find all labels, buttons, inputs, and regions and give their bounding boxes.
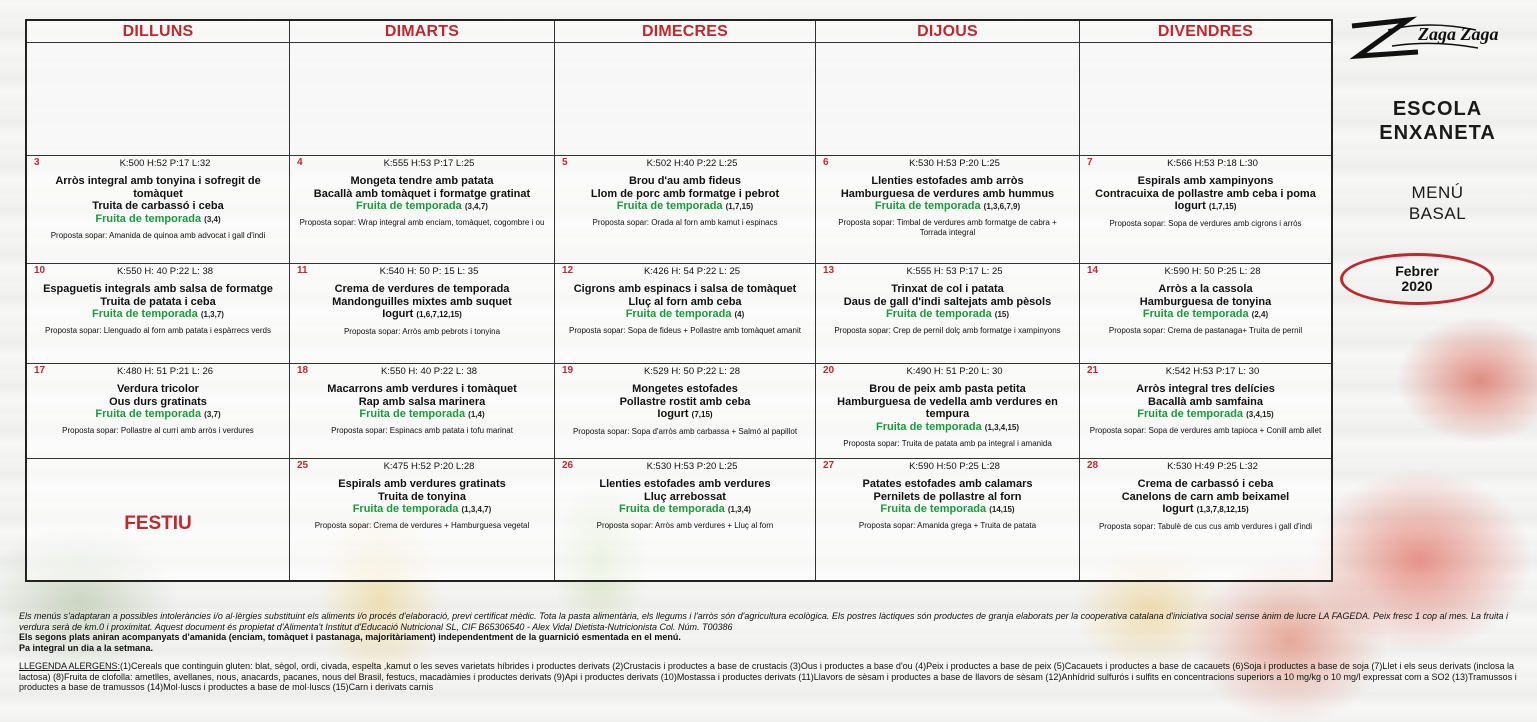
fruit-line <box>27 213 289 226</box>
dish <box>561 491 809 504</box>
dish-text: Iogurt <box>382 308 414 320</box>
day-cell <box>27 459 290 580</box>
dish-text: Espaguetis integrals amb salsa de formatge <box>43 283 273 295</box>
dish-text: Arròs a la cassola <box>1158 283 1253 295</box>
dinner-suggestion: Proposta sopar: Orada al forn amb kamut i espinacs <box>592 218 778 227</box>
dish-text: Crema de carbassó i ceba <box>1137 478 1274 490</box>
dinner-suggestion: Proposta sopar: Wrap integral amb enciam, tomàquet, cogombre i ou <box>299 218 545 227</box>
school-name-line1: ESCOLA <box>1392 98 1483 120</box>
allergen-codes: (15) <box>994 310 1010 319</box>
fruit-line <box>290 503 554 516</box>
dish-text: Canelons de carn amb beixamel <box>1121 490 1290 503</box>
dish <box>33 200 283 213</box>
allergen-codes: (1,3,6,7,9) <box>983 202 1021 211</box>
dish-text: Mandonguilles mixtes amb suquet <box>332 295 512 308</box>
fruit-text: Fruita de temporada <box>1137 408 1244 420</box>
fruit-text: Fruita de temporada <box>619 503 725 515</box>
dish-list <box>27 279 289 308</box>
fruit-line <box>555 308 815 321</box>
fruit-text: Fruita de temporada <box>885 308 992 320</box>
dish-text: Patates estofades amb calamars <box>862 478 1033 490</box>
dish-text: Daus de gall d'indi saltejats amb pèsols <box>843 295 1052 308</box>
allergen-codes: (1,3,4) <box>727 505 751 514</box>
period-year: 2020 <box>1401 278 1433 294</box>
dish-list <box>816 474 1079 503</box>
nutrition-info: K:540 H: 50 P: 15 L: 35 <box>379 266 479 277</box>
dinner-suggestion: Proposta sopar: Crema de pastanaga+ Truita de pernil <box>1108 326 1303 335</box>
zaga-zaga-logo <box>1348 16 1499 62</box>
nutrition-info: K:566 H:53 P:18 L:30 <box>1167 158 1258 169</box>
fruit-text: Fruita de temporada <box>1142 308 1249 320</box>
day-number: 17 <box>34 365 46 376</box>
allergen-codes: (3,4) <box>204 214 221 224</box>
dish-text: Bacallà amb samfaina <box>1148 395 1263 408</box>
dish <box>561 283 809 296</box>
fruit-text: Fruita de temporada <box>95 212 202 225</box>
day-cell <box>1080 264 1331 364</box>
fruit-text: Fruita de temporada <box>616 200 723 212</box>
day-header-tuesday: DIMARTS <box>290 21 555 43</box>
empty-cell <box>1080 43 1331 156</box>
day-number: 20 <box>823 365 835 376</box>
day-number: 13 <box>823 265 835 276</box>
fruit-line <box>816 503 1079 516</box>
dinner-suggestion: Proposta sopar: Amanida de quinoa amb advocat i gall d'indi <box>50 230 266 240</box>
footer-bread-note: Pa integral un dia a la setmana. <box>19 642 154 653</box>
fruit-text: Fruita de temporada <box>95 408 202 420</box>
day-number: 6 <box>823 157 829 168</box>
dish-text: Truita de patata i ceba <box>100 295 216 308</box>
dish-list <box>555 379 815 422</box>
dinner-suggestion: Proposta sopar: Crep de pernil dolç amb formatge i xampinyons <box>834 326 1061 335</box>
dish-text: Hamburguesa de verdures amb hummus <box>840 187 1055 200</box>
day-number: 4 <box>297 157 303 168</box>
dish-list <box>816 279 1079 308</box>
dish-text: Iogurt <box>657 408 689 420</box>
day-cell <box>1080 156 1331 264</box>
fruit-line <box>27 408 289 421</box>
school-name <box>1345 97 1530 145</box>
fruit-line <box>1080 308 1331 321</box>
dish <box>822 283 1073 296</box>
menu-type-line1: MENÚ <box>1411 183 1464 202</box>
dish-list <box>816 379 1079 421</box>
dish <box>296 283 548 296</box>
period-badge <box>1340 253 1494 305</box>
day-cell <box>290 264 555 364</box>
empty-cell <box>816 43 1080 156</box>
day-cell <box>555 459 816 580</box>
dish <box>561 408 809 422</box>
fruit-line <box>290 408 554 421</box>
day-number: 21 <box>1087 365 1099 376</box>
dish-text: Espirals amb xampinyons <box>1137 175 1274 187</box>
dish-list <box>555 171 815 200</box>
allergen-codes: (4) <box>734 310 745 319</box>
dish <box>822 396 1073 421</box>
dish <box>822 175 1073 188</box>
dish-text: Bacallà amb tomàquet i formatge gratinat <box>313 187 531 200</box>
dish-text: Hamburguesa de tonyina <box>1139 295 1272 308</box>
fruit-line <box>555 200 815 213</box>
nutrition-info: K:550 H: 40 P:22 L: 38 <box>380 366 478 377</box>
dish-text: Trinxat de col i patata <box>891 283 1004 295</box>
dish-text: Verdura tricolor <box>117 383 199 395</box>
fruit-text: Fruita de temporada <box>92 308 198 320</box>
fruit-line <box>27 308 289 321</box>
empty-cell <box>555 43 816 156</box>
dish <box>561 396 809 409</box>
logo-text: Zaga Zaga <box>1418 24 1499 44</box>
day-cell <box>1080 459 1331 580</box>
dish <box>33 283 283 296</box>
dish-text: Truita de carbassó i ceba <box>92 200 224 212</box>
day-cell <box>816 364 1080 459</box>
dish-text: Cigrons amb espinacs i salsa de tomàquet <box>573 283 797 295</box>
dish <box>296 308 548 322</box>
dish-text: Mongetes estofades <box>632 383 738 395</box>
menu-grid <box>25 19 1333 582</box>
dish <box>296 491 548 504</box>
allergen-codes: (1,7,15) <box>725 202 754 211</box>
dinner-suggestion: Proposta sopar: Arròs amb verdures + Lluç al forn <box>596 521 774 530</box>
day-cell <box>27 156 290 264</box>
dinner-suggestion: Proposta sopar: Timbal de verdures amb formatge de cabra + Torrada integral <box>838 218 1057 237</box>
dinner-suggestion: Proposta sopar: Truita de patata amb pa integral i amanida <box>843 438 1052 448</box>
allergen-codes: (2,4) <box>1251 310 1269 319</box>
dish-text: Pernilets de pollastre al forn <box>873 490 1022 503</box>
day-number: 26 <box>562 460 574 471</box>
nutrition-info: K:550 H: 40 P:22 L: 38 <box>116 266 214 277</box>
dish <box>1086 283 1325 296</box>
dish-text: Mongeta tendre amb patata <box>350 175 494 187</box>
fruit-text: Fruita de temporada <box>880 503 987 515</box>
dish <box>1086 200 1325 214</box>
dish <box>33 383 283 396</box>
dish <box>1086 383 1325 396</box>
dinner-suggestion: Proposta sopar: Arròs amb pebrots i tonyina <box>343 326 501 336</box>
dish-text: Rap amb salsa marinera <box>358 395 486 408</box>
period-month: Febrer <box>1395 263 1439 279</box>
dish <box>561 296 809 309</box>
dish <box>561 478 809 491</box>
dish <box>561 188 809 201</box>
fruit-line <box>816 308 1079 321</box>
dish-list <box>27 171 289 213</box>
nutrition-info: K:555 H:53 P:17 L:25 <box>383 158 475 169</box>
day-cell <box>816 156 1080 264</box>
allergen-codes: (3,4,15) <box>1246 410 1274 419</box>
dish <box>33 175 283 200</box>
nutrition-info: K:530 H:53 P:20 L:25 <box>646 461 738 472</box>
dish-list <box>290 171 554 200</box>
dish-list <box>290 279 554 322</box>
dish <box>1086 478 1325 491</box>
menu-type-line2: BASAL <box>1408 204 1467 223</box>
nutrition-info: K:490 H: 51 P:20 L: 30 <box>906 366 1003 377</box>
day-cell <box>816 264 1080 364</box>
allergen-codes: (7,15) <box>691 410 713 419</box>
dish-text: Crema de verdures de temporada <box>334 283 510 295</box>
nutrition-info: K:502 H:40 P:22 L:25 <box>646 158 738 169</box>
day-cell <box>27 364 290 459</box>
dinner-suggestion: Proposta sopar: Amanida grega + Truita de patata <box>858 521 1037 530</box>
allergen-codes: (14,15) <box>989 505 1015 514</box>
dish <box>1086 396 1325 409</box>
dish <box>1086 503 1325 517</box>
dinner-suggestion: Proposta sopar: Tabulè de cus cus amb verdures i gall d'indi <box>1098 521 1313 531</box>
allergen-codes: (1,3,4,7) <box>461 505 492 514</box>
dish <box>1086 188 1325 201</box>
allergen-codes: (1,3,4,15) <box>984 422 1020 432</box>
dish-list <box>290 474 554 503</box>
day-number: 18 <box>297 365 309 376</box>
dinner-suggestion: Proposta sopar: Espinacs amb patata i tofu marinat <box>331 426 513 435</box>
day-number: 11 <box>297 265 308 276</box>
school-name-line2: ENXANETA <box>1379 122 1496 144</box>
dish-list <box>1080 279 1331 308</box>
dish-text: Contracuixa de pollastre amb ceba i poma <box>1095 187 1316 200</box>
dish <box>1086 175 1325 188</box>
nutrition-info: K:555 H: 53 P:17 L: 25 <box>906 266 1003 277</box>
nutrition-info: K:542 H:53 P:17 L: 30 <box>1165 366 1260 377</box>
nutrition-info: K:530 H:53 P:20 L:25 <box>909 158 1000 169</box>
dish <box>822 478 1073 491</box>
fruit-text: Fruita de temporada <box>874 200 981 212</box>
day-header-friday: DIVENDRES <box>1080 21 1331 43</box>
day-cell <box>555 156 816 264</box>
day-cell <box>555 264 816 364</box>
nutrition-info: K:590 H: 50 P:25 L: 28 <box>1164 266 1261 277</box>
footer-disclaimer: Els menús s'adaptaran a possibles intoleràncies i/o al·lèrgies substituint els aliments i/o procés d'elaboració, previ certificat mèdic. Tota la pasta alimentària, els llegums i l'arròs són d'agricultura ecològica. Els postres làctiques són productes de granja elaborats per la cooperativa catalana d'iniciativa social sense ànim de lucre LA FAGEDA. Peix fresc 1 cop al mes. La fruita i verdura serà de km.0 i proximitat. Aquest document és propietat d'Alimenta't Institut d'Educació Nutricional SL, CIF B65306540 - Alex Vidal Dietista-Nutricionista Col. Núm. T00386 <box>19 611 1508 632</box>
dish <box>33 396 283 409</box>
nutrition-info: K:480 H: 51 P:21 L: 26 <box>116 366 214 377</box>
dish-text: Lluç al forn amb ceba <box>628 295 742 308</box>
dinner-suggestion: Proposta sopar: Sopa de verdures amb tapioca + Conill amb allet <box>1089 426 1322 435</box>
dish-list <box>1080 379 1331 408</box>
dish-list <box>27 379 289 408</box>
holiday-label: FESTIU <box>124 513 192 534</box>
dish-text: Llenties estofades amb verdures <box>599 478 771 490</box>
day-number: 3 <box>34 157 40 168</box>
day-number: 10 <box>34 265 46 276</box>
dish <box>33 296 283 309</box>
dish-text: Brou de peix amb pasta petita <box>869 383 1026 395</box>
dish-text: Llom de porc amb formatge i pebrot <box>590 187 780 200</box>
dish <box>822 188 1073 201</box>
fruit-line <box>290 200 554 213</box>
dish-text: Hamburguesa de vedella amb verdures en tempura <box>837 395 1058 420</box>
dish-text: Macarrons amb verdures i tomàquet <box>327 383 517 395</box>
menu-type <box>1345 182 1530 224</box>
day-cell <box>555 364 816 459</box>
day-number: 25 <box>297 460 309 471</box>
dish <box>822 296 1073 309</box>
allergen-codes: (1,6,7,12,15) <box>416 310 462 319</box>
nutrition-info: K:426 H: 54 P:22 L: 25 <box>643 266 741 277</box>
dish <box>1086 296 1325 309</box>
day-cell <box>290 364 555 459</box>
allergen-codes: (1,3,7) <box>200 310 224 319</box>
dish <box>561 175 809 188</box>
dish-text: Ous durs gratinats <box>109 395 207 408</box>
nutrition-info: K:590 H:50 P:25 L:28 <box>909 461 1000 472</box>
dinner-suggestion: Proposta sopar: Crema de verdures + Hamburguesa vegetal <box>314 521 530 530</box>
fruit-text: Fruita de temporada <box>625 308 732 320</box>
dish <box>296 175 548 188</box>
allergen-legend-title: LLEGENDA ALERGENS: <box>19 661 121 671</box>
nutrition-info: K:500 H:52 P:17 L:32 <box>119 158 211 169</box>
nutrition-info: K:529 H: 50 P:22 L: 28 <box>643 366 741 377</box>
dish <box>822 383 1073 396</box>
dish <box>296 383 548 396</box>
dish <box>296 396 548 409</box>
empty-cell <box>27 43 290 156</box>
fruit-line <box>1080 408 1331 421</box>
day-number: 5 <box>562 157 568 168</box>
footer-notes <box>19 611 1519 693</box>
day-number: 7 <box>1087 157 1093 168</box>
allergen-codes: (1,4) <box>468 410 485 419</box>
fruit-text: Fruita de temporada <box>359 408 466 420</box>
nutrition-info: K:530 H:49 P:25 L:32 <box>1167 461 1258 472</box>
dish-text: Arròs integral tres delícies <box>1136 383 1275 395</box>
dish <box>296 188 548 201</box>
dish-list <box>816 171 1079 200</box>
dish-text: Brou d'au amb fideus <box>628 175 741 187</box>
day-number: 27 <box>823 460 835 471</box>
day-number: 14 <box>1087 265 1099 276</box>
allergen-codes: (1,3,7,8,12,15) <box>1196 505 1249 514</box>
dish <box>296 478 548 491</box>
dish-text: Pollastre rostit amb ceba <box>619 395 751 408</box>
day-number: 12 <box>562 265 574 276</box>
dinner-suggestion: Proposta sopar: Sopa de fideus + Pollastre amb tomàquet amanit <box>569 326 801 335</box>
day-header-wednesday: DIMECRES <box>555 21 816 43</box>
day-number: 19 <box>562 365 574 376</box>
fruit-text: Fruita de temporada <box>352 503 459 515</box>
dish-list <box>290 379 554 408</box>
dish <box>822 491 1073 504</box>
empty-cell <box>290 43 555 156</box>
fruit-text: Fruita de temporada <box>875 420 982 433</box>
day-header-thursday: DIJOUS <box>816 21 1080 43</box>
dish-text: Iogurt <box>1162 503 1194 515</box>
dish-text: Arròs integral amb tonyina i sofregit de tomàquet <box>55 175 261 200</box>
dish-list <box>1080 171 1331 214</box>
dish-text: Lluç arrebossat <box>644 490 726 503</box>
footer-salad-note: Els segons plats aniran acompanyats d'amanida (enciam, tomàquet i pastanaga, majoritàriament) independentment de la guarnició esmentada en el menú. <box>19 632 681 642</box>
dish-text: Espirals amb verdures gratinats <box>338 478 506 490</box>
dish <box>1086 491 1325 504</box>
fruit-line <box>816 200 1079 213</box>
allergen-codes: (3,7) <box>204 410 221 419</box>
dish <box>296 296 548 309</box>
day-header-monday: DILLUNS <box>27 21 290 43</box>
day-cell <box>290 156 555 264</box>
allergen-codes: (3,4,7) <box>464 202 488 211</box>
day-cell <box>816 459 1080 580</box>
day-cell <box>290 459 555 580</box>
fruit-line <box>816 421 1079 434</box>
dish-text: Iogurt <box>1174 200 1206 212</box>
dish-list <box>1080 474 1331 517</box>
dinner-suggestion: Proposta sopar: Llenguado al forn amb patata i espàrrecs verds <box>45 326 271 335</box>
dinner-suggestion: Proposta sopar: Sopa de verdures amb cigrons i arròs <box>1109 218 1302 228</box>
dish-list <box>555 474 815 503</box>
day-cell <box>27 264 290 364</box>
allergen-legend <box>19 661 1519 693</box>
fruit-line <box>555 503 815 516</box>
allergen-codes: (1,7,15) <box>1208 202 1237 211</box>
dish <box>561 383 809 396</box>
fruit-text: Fruita de temporada <box>356 200 462 212</box>
dinner-suggestion: Proposta sopar: Sopa d'arròs amb carbassa + Salmó al papillot <box>572 426 798 436</box>
dish-text: Llenties estofades amb arròs <box>871 175 1024 187</box>
allergen-legend-text: (1)Cereals que continguin gluten: blat, sègol, ordi, civada, espelta ,kamut o les seves varietats híbrides i productes derivats (2)Crustacis i productes a base de crustacis (3)Ous i productes a base d'ou (4)Peix i productes a base de peix (5)Cacauets i productes a base de cacauets (6)Soja i productes a base de soja (7)Llet i els seus derivats (inclosa la lactosa) (8)Fruita de clofolla: ametlles, avellanes, nous, anacards, pacanes, nous del Brasil, festucs, macadàmies i productes derivats (9)Api i productes derivats (10)Mostassa i productes derivats (11)Llavors de sèsam i productes a base de llavors de sèsam (12)Anhídrid sulfurós i sulfits en concentracions superiors a 10 mg/kg o 10 mg/l expressat com a SO2 (13)Tramussos i productes a base de tramussos (14)Mol·luscs i productes a base de mol·luscs (15)Carn i derivats carnis <box>19 661 1517 692</box>
day-cell <box>1080 364 1331 459</box>
dish-list <box>555 279 815 308</box>
dinner-suggestion: Proposta sopar: Pollastre al curri amb arròs i verdures <box>62 426 254 435</box>
dish-text: Truita de tonyina <box>377 490 466 503</box>
day-number: 28 <box>1087 460 1099 471</box>
nutrition-info: K:475 H:52 P:20 L:28 <box>383 461 475 472</box>
